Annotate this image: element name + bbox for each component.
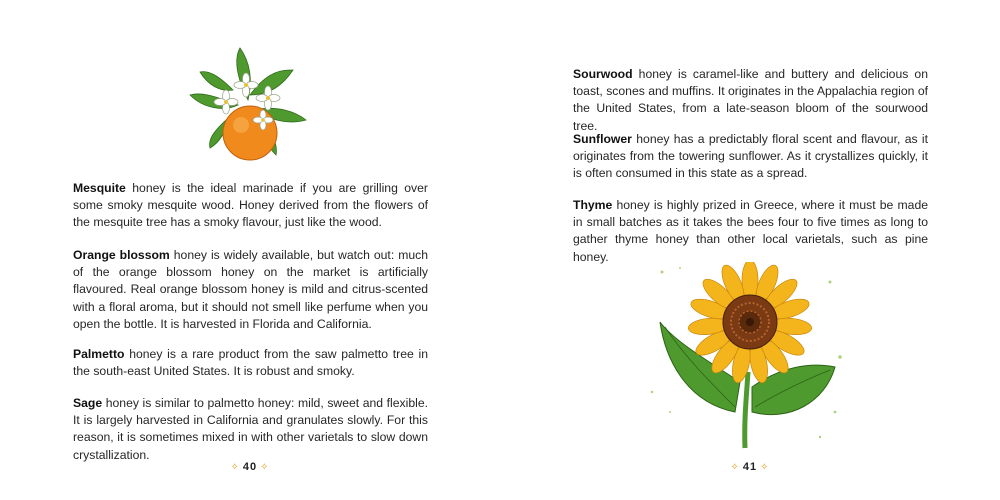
term-sourwood: Sourwood <box>573 67 633 81</box>
paragraph-sourwood <box>573 66 928 135</box>
paragraph-thyme <box>573 197 928 266</box>
term-thyme: Thyme <box>573 198 613 212</box>
paragraph-sage <box>73 395 428 464</box>
right-page <box>500 0 1000 500</box>
folio-ornament-icon: ✧ <box>730 462 740 473</box>
paragraph-mesquite <box>73 180 428 232</box>
text-palmetto: honey is a rare product from the saw palmetto tree in the south-east United States. It is robust and smoky. <box>73 347 428 379</box>
folio-ornament-icon: ✧ <box>260 462 270 473</box>
paragraph-sunflower <box>573 131 928 183</box>
term-sunflower: Sunflower <box>573 132 632 146</box>
orange-blossom-illustration <box>178 40 323 165</box>
paragraph-palmetto <box>73 346 428 380</box>
text-sunflower: honey has a predictably floral scent and flavour, as it originates from the towering sunflower. As it crystallizes quickly, it is often consumed in this state as a spread. <box>573 132 928 181</box>
term-palmetto: Palmetto <box>73 347 125 361</box>
text-orange-blossom: honey is widely available, but watch out: much of the orange blossom honey on the market is artificially flavoured. Real orange blossom honey is mild and citrus-scented with a floral aroma, but it should not smell like perfume when you open the bottle. It is harvested in Florida and California. <box>73 248 428 331</box>
term-orange-blossom: Orange blossom <box>73 248 170 262</box>
page-number-right-value: 41 <box>742 461 758 473</box>
folio-ornament-icon: ✧ <box>230 462 240 473</box>
folio-ornament-icon: ✧ <box>760 462 770 473</box>
text-sage: honey is similar to palmetto honey: mild, sweet and flexible. It is largely harvested in California and granulates slowly. For this reason, it is sometimes mixed in with other varietals to slow down crystallization. <box>73 396 428 462</box>
page-number-right <box>720 461 780 473</box>
page-number-left <box>220 461 280 473</box>
text-sourwood: honey is caramel-like and buttery and delicious on toast, scones and muffins. It originates in the Appalachia region of the United States, from a late-season bloom of the sourwood tree. <box>573 67 928 133</box>
text-mesquite: honey is the ideal marinade if you are grilling over some smoky mesquite wood. Honey derived from the flowers of the mesquite tree has a smoky flavour, just like the wood. <box>73 181 428 230</box>
term-mesquite: Mesquite <box>73 181 126 195</box>
text-thyme: honey is highly prized in Greece, where it must be made in small batches as it takes the bees four to five times as long to gather thyme honey than other local varietals, such as pine honey. <box>573 198 928 264</box>
paragraph-orange-blossom <box>73 247 428 333</box>
sunflower-illustration <box>640 262 855 452</box>
term-sage: Sage <box>73 396 103 410</box>
page-number-left-value: 40 <box>242 461 258 473</box>
